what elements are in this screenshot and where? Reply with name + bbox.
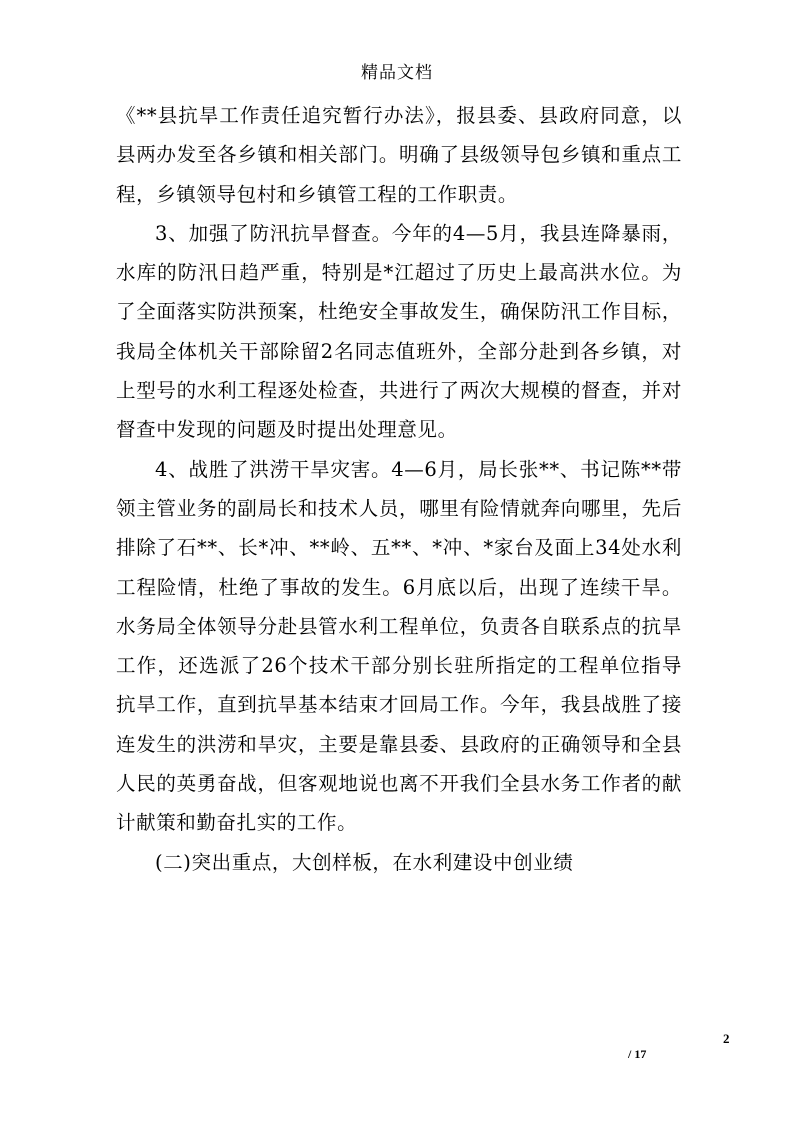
- document-body: [116, 96, 682, 882]
- paragraph-policy-continuation: 《**县抗旱工作责任追究暂行办法》，报县委、县政府同意，以县两办发至各乡镇和相关部门。明确了县级领导包乡镇和重点工程，乡镇领导包村和乡镇管工程的工作职责。: [116, 104, 682, 206]
- document-header-title: 精品文档: [361, 63, 433, 83]
- page-total: / 17: [628, 1047, 647, 1061]
- paragraph-flood-supervision: 3、加强了防汛抗旱督查。今年的4—5月，我县连降暴雨，水库的防汛日趋严重，特别是*江超过了历史上最高洪水位。为了全面落实防洪预案，杜绝安全事故发生，确保防汛工作目标，我局全体机关干部除留2名同志值班外，全部分赴到各乡镇，对上型号的水利工程逐处检查，共进行了两次大规模的督查，并对督查中发现的问题及时提出处理意见。: [116, 221, 682, 442]
- page-number: 2: [723, 1031, 730, 1046]
- paragraph-disaster-response: 4、战胜了洪涝干旱灾害。4—6月，局长张**、书记陈**带领主管业务的副局长和技术人员，哪里有险情就奔向哪里，先后排除了石**、长*冲、**岭、五**、*冲、*家台及面上34处水利工程险情，杜绝了事故的发生。6月底以后，出现了连续干旱。水务局全体领导分赴县管水利工程单位，负责各自联系点的抗旱工作，还选派了26个技术干部分别长驻所指定的工程单位指导抗旱工作，直到抗旱基本结束才回局工作。今年，我县战胜了接连发生的洪涝和旱灾，主要是靠县委、县政府的正确领导和全县人民的英勇奋战，但客观地说也离不开我们全县水务工作者的献计献策和勤奋扎实的工作。: [116, 457, 682, 835]
- section-heading-key-projects: (二)突出重点，大创样板，在水利建设中创业绩: [155, 850, 574, 874]
